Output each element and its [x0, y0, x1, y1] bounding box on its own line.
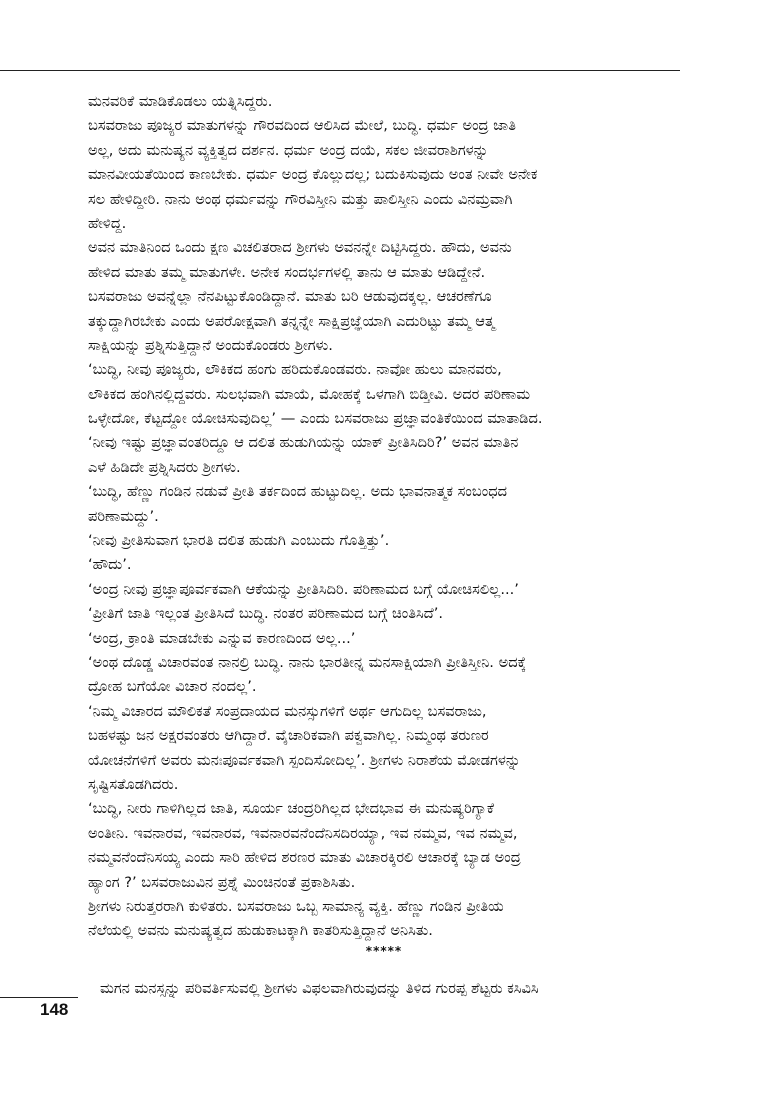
- text-line: ಬಸವರಾಜು ಅವನ್ನೆಲ್ಲಾ ನೆನಪಿಟ್ಟುಕೊಂಡಿದ್ದಾನೆ. ಮಾತು ಬರಿ ಆಡುವುದಕ್ಕಲ್ಲ. ಆಚರಣೆಗೂ: [88, 288, 492, 306]
- text-line: ನಮ್ಮವನೆಂದೆನಿಸಯ್ಯ ಎಂದು ಸಾರಿ ಹೇಳಿದ ಶರಣರ ಮಾತು ವಿಚಾರಕ್ಕಿರಲಿ ಆಚಾರಕ್ಕೆ ಬ್ಯಾಡ ಅಂದ್ರ: [88, 849, 521, 867]
- text-line: ಬಸವರಾಜು ಪೂಜ್ಯರ ಮಾತುಗಳನ್ನು ಗೌರವದಿಂದ ಆಲಿಸಿದ ಮೇಲೆ, ಬುದ್ಧಿ. ಧರ್ಮ ಅಂದ್ರ ಜಾತಿ: [88, 117, 516, 135]
- text-line: ಶ್ರೀಗಳು ನಿರುತ್ತರರಾಗಿ ಕುಳಿತರು. ಬಸವರಾಜು ಒಬ್ಬ ಸಾಮಾನ್ಯ ವ್ಯಕ್ತಿ. ಹೆಣ್ಣು ಗಂಡಿನ ಪ್ರೀತಿಯ: [88, 897, 504, 915]
- top-rule: [0, 70, 680, 71]
- text-line: ‘ಹೌದು’.: [88, 556, 132, 574]
- text-line: ಮನವರಿಕೆ ಮಾಡಿಕೊಡಲು ಯತ್ನಿಸಿದ್ದರು.: [88, 93, 273, 110]
- text-line: ಸಲ ಹೇಳಿದ್ದೀರಿ. ನಾನು ಅಂಥ ಧರ್ಮವನ್ನು ಗೌರವಿಸ್ತೀನಿ ಮತ್ತು ಪಾಲಿಸ್ತೀನಿ ಎಂದು ವಿನಮ್ರವಾಗಿ: [88, 190, 513, 208]
- text-line: ಸಾಕ್ಷಿಯನ್ನು ಪ್ರಶ್ನಿಸುತ್ತಿದ್ದಾನೆ ಅಂದುಕೊಂಡರು ಶ್ರೀಗಳು.: [88, 336, 333, 354]
- text-line: ನೆಲೆಯಲ್ಲಿ ಅವನು ಮನುಷ್ಯತ್ವದ ಹುಡುಕಾಟಕ್ಕಾಗಿ ಕಾತರಿಸುತ್ತಿದ್ದಾನೆ ಅನಿಸಿತು.: [88, 922, 433, 940]
- text-line: ಬಹಳಷ್ಟು ಜನ ಅಕ್ಷರವಂತರು ಆಗಿದ್ದಾರೆ. ವೈಚಾರಿಕವಾಗಿ ಪಕ್ವವಾಗಿಲ್ಲ. ನಿಮ್ಮಂಥ ತರುಣರ: [88, 727, 489, 745]
- section-separator: *****: [365, 943, 403, 958]
- text-line: ‘ಅಂದ್ರ, ಕ್ರಾಂತಿ ಮಾಡಬೇಕು ಎನ್ನುವ ಕಾರಣದಿಂದ ಅಲ್ಲ...’: [88, 629, 356, 647]
- text-line: ‘ಅಂದ್ರ ನೀವು ಪ್ರಜ್ಞಾಪೂರ್ವಕವಾಗಿ ಆಕೆಯನ್ನು ಪ್ರೀತಿಸಿದಿರಿ. ಪರಿಣಾಮದ ಬಗ್ಗೆ ಯೋಚಿಸಲಿಲ್ಲ...’: [88, 580, 519, 598]
- text-line: ‘ಅಂಥ ದೊಡ್ಡ ವಿಚಾರವಂತ ನಾನಲ್ರಿ ಬುದ್ಧಿ. ನಾನು ಭಾರತೀನ್ನ ಮನಸಾಕ್ಷಿಯಾಗಿ ಪ್ರೀತಿಸ್ತೀನಿ. ಅದಕ್ಕೆ: [88, 653, 527, 671]
- text-line: ಹ್ಯಾಂಗ ?’ ಬಸವರಾಜುವಿನ ಪ್ರಶ್ನೆ ಮಿಂಚಿನಂತೆ ಪ್ರಕಾಶಿಸಿತು.: [88, 873, 356, 891]
- text-line: ದ್ರೋಹ ಬಗೆಯೋ ವಿಚಾರ ನಂದಲ್ಲ’.: [88, 678, 257, 696]
- text-line: ಹೇಳಿದ ಮಾತು ತಮ್ಮ ಮಾತುಗಳೇ. ಅನೇಕ ಸಂದರ್ಭಗಳಲ್ಲಿ ತಾನು ಆ ಮಾತು ಆಡಿದ್ದೇನೆ.: [88, 263, 486, 281]
- text-line: ಲೌಕಿಕದ ಹಂಗಿನಲ್ಲಿದ್ದವರು. ಸುಲಭವಾಗಿ ಮಾಯೆ, ಮೋಹಕ್ಕೆ ಒಳಗಾಗಿ ಬಿಡ್ತೀವಿ. ಅದರ ಪರಿಣಾಮ: [88, 385, 531, 403]
- bottom-rule: [0, 997, 78, 998]
- text-line: ‘ನೀವು ಪ್ರೀತಿಸುವಾಗ ಭಾರತಿ ದಲಿತ ಹುಡುಗಿ ಎಂಬುದು ಗೊತ್ತಿತ್ತು’.: [88, 532, 390, 550]
- text-line: ಅಂತೀನಿ. ಇವನಾರವ, ಇವನಾರವ, ಇವನಾರವನೆಂದೆನಿಸದಿರಯ್ಯಾ, ಇವ ನಮ್ಮವ, ಇವ ನಮ್ಮವ,: [88, 824, 518, 842]
- text-line: ಮಾನವೀಯತೆಯಿಂದ ಕಾಣಬೇಕು. ಧರ್ಮ ಅಂದ್ರ ಕೊಲ್ಲುದಲ್ಲ; ಬದುಕಿಸುವುದು ಅಂತ ನೀವೇ ಅನೇಕ: [88, 166, 538, 184]
- text-line: ‘ಬುದ್ಧಿ, ನೀವು ಪೂಜ್ಯರು, ಲೌಕಿಕದ ಹಂಗು ಹರಿದುಕೊಂಡವರು. ನಾವೋ ಹುಲು ಮಾನವರು,: [88, 361, 502, 379]
- text-line: ‘ಬುದ್ಧಿ, ಹೆಣ್ಣು ಗಂಡಿನ ನಡುವೆ ಪ್ರೀತಿ ತರ್ಕದಿಂದ ಹುಟ್ಟುದಿಲ್ಲ. ಅದು ಭಾವನಾತ್ಮಕ ಸಂಬಂಧದ: [88, 483, 508, 501]
- text-line: ಅಲ್ಲ, ಅದು ಮನುಷ್ಯನ ವ್ಯಕ್ತಿತ್ವದ ದರ್ಶನ. ಧರ್ಮ ಅಂದ್ರ ದಯೆ, ಸಕಲ ಜೀವರಾಶಿಗಳನ್ನು: [88, 141, 489, 159]
- last-line: ಮಗನ ಮನಸ್ಸನ್ನು ಪರಿವರ್ತಿಸುವಲ್ಲಿ ಶ್ರೀಗಳು ವಿಫಲವಾಗಿರುವುದನ್ನು ತಿಳಿದ ಗುರಪ್ಪ ಶೆಟ್ಟರು ಕಸಿವಿಸಿ: [100, 980, 539, 997]
- text-line: ಹೇಳಿದ್ದ.: [88, 214, 127, 232]
- body-text: [88, 90, 680, 958]
- text-line: ಒಳ್ಳೇದೋ, ಕೆಟ್ಟದ್ದೋ ಯೋಚಿಸುವುದಿಲ್ಲ’ — ಎಂದು ಬಸವರಾಜು ಪ್ರಜ್ಞಾವಂತಿಕೆಯಿಂದ ಮಾತಾಡಿದ.: [88, 410, 543, 428]
- page-number: 148: [40, 1000, 69, 1019]
- text-line: ಸೃಷ್ಟಿಸತೊಡಗಿದರು.: [88, 775, 179, 793]
- text-line: ‘ಪ್ರೀತಿಗೆ ಜಾತಿ ಇಲ್ಲಂತ ಪ್ರೀತಿಸಿದೆ ಬುದ್ಧಿ. ನಂತರ ಪರಿಣಾಮದ ಬಗ್ಗೆ ಚಿಂತಿಸಿದೆ’.: [88, 605, 444, 623]
- text-line: ‘ಬುದ್ಧಿ, ನೀರು ಗಾಳಿಗಿಲ್ಲದ ಜಾತಿ, ಸೂರ್ಯ ಚಂದ್ರರಿಗಿಲ್ಲದ ಭೇದಭಾವ ಈ ಮನುಷ್ಯರಿಗ್ಯಾಕೆ: [88, 800, 495, 818]
- text-line: ತಕ್ಕುದ್ದಾಗಿರಬೇಕು ಎಂದು ಅಪರೋಕ್ಷವಾಗಿ ತನ್ನನ್ನೇ ಸಾಕ್ಷಿಪ್ರಜ್ಞೆಯಾಗಿ ಎದುರಿಟ್ಟು ತಮ್ಮ ಆತ್ಮ: [88, 312, 495, 330]
- text-line: ಅವನ ಮಾತಿನಿಂದ ಒಂದು ಕ್ಷಣ ವಿಚಲಿತರಾದ ಶ್ರೀಗಳು ಅವನನ್ನೇ ದಿಟ್ಟಿಸಿದ್ದರು. ಹೌದು, ಅವನು: [88, 239, 512, 257]
- text-line: ‘ನೀವು ಇಷ್ಟು ಪ್ರಜ್ಞಾವಂತರಿದ್ದೂ ಆ ದಲಿತ ಹುಡುಗಿಯನ್ನು ಯಾಕ್ ಪ್ರೀತಿಸಿದಿರಿ?’ ಅವನ ಮಾತಿನ: [88, 434, 519, 452]
- text-line: ‘ನಿಮ್ಮ ವಿಚಾರದ ಮೌಲಿಕತೆ ಸಂಪ್ರದಾಯದ ಮನಸ್ಸುಗಳಿಗೆ ಅರ್ಥ ಆಗುದಿಲ್ಲ ಬಸವರಾಜು,: [88, 702, 487, 720]
- text-line: ಯೋಚನೆಗಳಿಗೆ ಅವರು ಮನಃಪೂರ್ವಕವಾಗಿ ಸ್ಪಂದಿಸೋದಿಲ್ಲ’. ಶ್ರೀಗಳು ನಿರಾಶೆಯ ಮೋಡಗಳನ್ನು: [88, 751, 521, 769]
- text-line: ಎಳೆ ಹಿಡಿದೇ ಪ್ರಶ್ನಿಸಿದರು ಶ್ರೀಗಳು.: [88, 458, 241, 476]
- text-line: ಪರಿಣಾಮದ್ದು’.: [88, 507, 159, 525]
